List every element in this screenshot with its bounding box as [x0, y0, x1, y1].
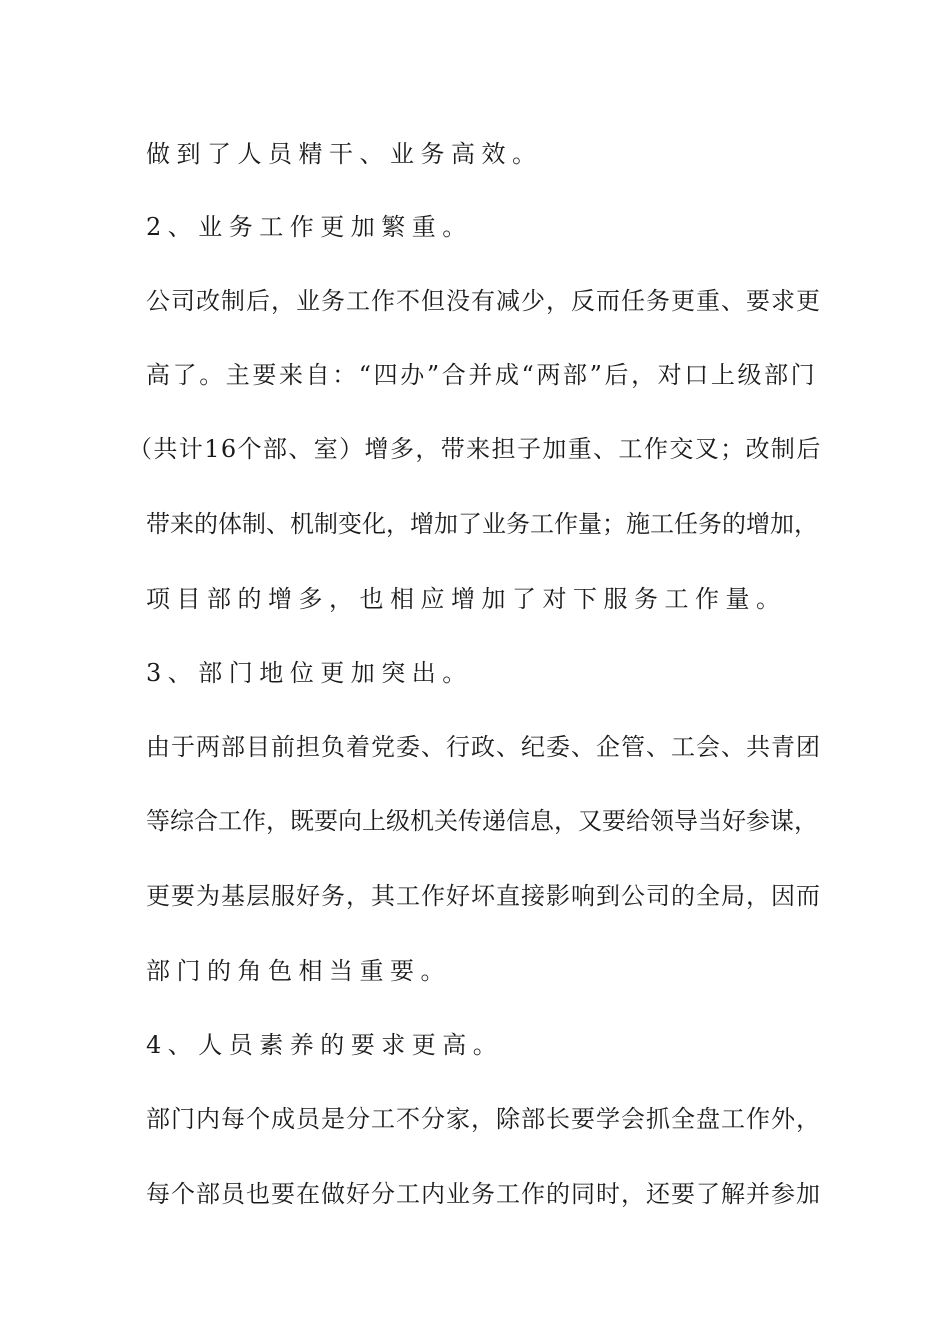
text-line-4: 高了。主要来自：“四办”合并成“两部”后，对口上级部门	[146, 361, 818, 389]
text-line-12: 部门的角色相当重要。	[146, 957, 451, 985]
text-line-1: 做到了人员精干、业务高效。	[146, 140, 543, 168]
section-heading-3: 3、部门地位更加突出。	[146, 659, 473, 687]
text-line-11: 更要为基层服好务，其工作好坏直接影响到公司的全局，因而	[146, 882, 821, 910]
text-line-7: 项目部的增多，也相应增加了对下服务工作量。	[146, 585, 787, 613]
text-line-6: 带来的体制、机制变化，增加了业务工作量；施工任务的增加，	[146, 510, 818, 538]
text-line-9: 由于两部目前担负着党委、行政、纪委、企管、工会、共青团	[146, 733, 821, 761]
text-line-5: （共计16个部、室）增多，带来担子加重、工作交叉；改制后	[128, 435, 822, 463]
text-line-14: 部门内每个成员是分工不分家，除部长要学会抓全盘工作外，	[146, 1105, 821, 1133]
text-line-10: 等综合工作，既要向上级机关传递信息，又要给领导当好参谋，	[146, 807, 818, 835]
text-line-3: 公司改制后，业务工作不但没有减少，反而任务更重、要求更	[146, 287, 821, 315]
text-line-15: 每个部员也要在做好分工内业务工作的同时，还要了解并参加	[146, 1180, 821, 1208]
section-heading-2: 2、业务工作更加繁重。	[146, 213, 473, 241]
section-heading-4: 4、人员素养的要求更高。	[146, 1031, 504, 1059]
